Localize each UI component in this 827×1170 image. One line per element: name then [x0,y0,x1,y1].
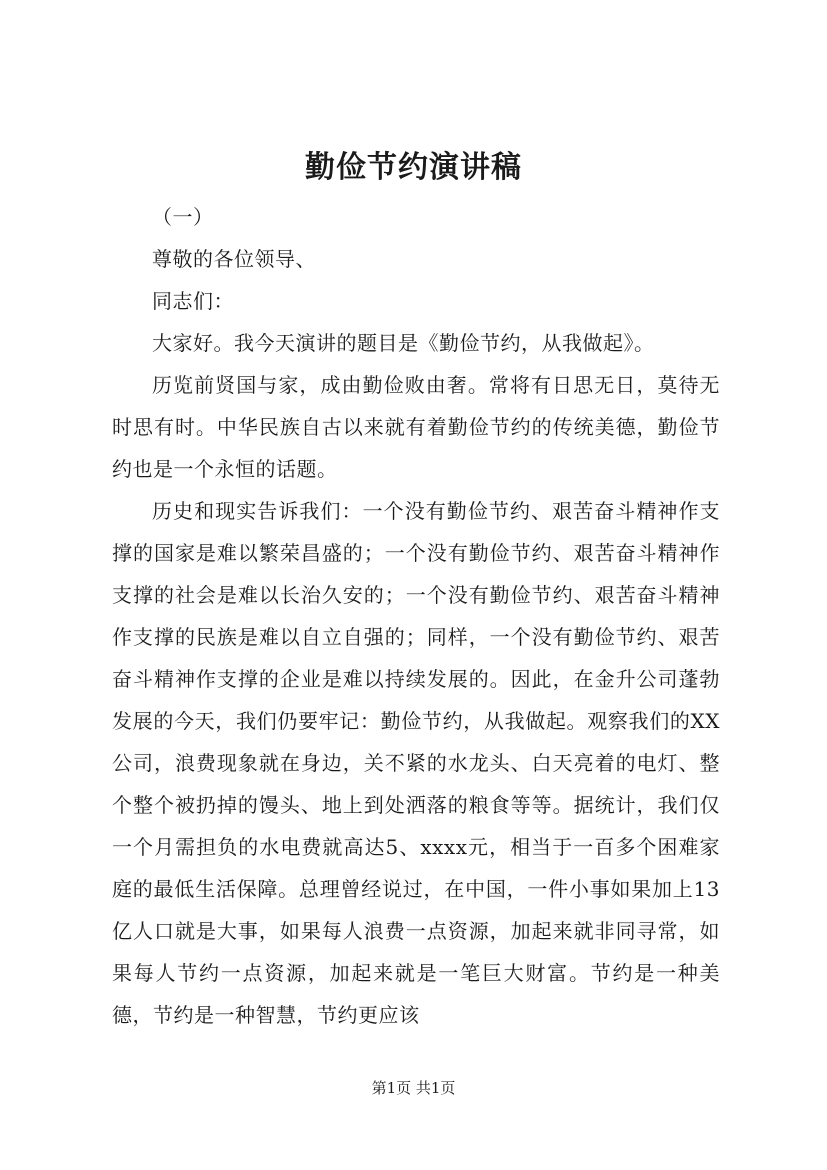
page-footer: 第1页 共1页 [371,1079,456,1097]
salutation-line-1: 尊敬的各位领导、 [152,247,316,271]
document-body [112,196,720,1036]
greeting-paragraph: 大家好。我今天演讲的题目是《勤俭节约，从我做起》。 [152,331,655,355]
salutation-line-2: 同志们： [152,289,234,313]
document-title: 勤俭节约演讲稿 [305,150,522,185]
body-paragraph: 历览前贤国与家，成由勤俭败由奢。常将有日思无日，莫待无时思有时。中华民族自古以来就有着勤俭节约的传统美德，勤俭节约也是一个永恒的话题。 [112,373,720,481]
section-number: （一） [152,205,214,229]
body-paragraph: 历史和现实告诉我们：一个没有勤俭节约、艰苦奋斗精神作支撑的国家是难以繁荣昌盛的；一个没有勤俭节约、艰苦奋斗精神作支撑的社会是难以长治久安的；一个没有勤俭节约、艰苦奋斗精神作支撑的民族是难以自立自强的；同样，一个没有勤俭节约、艰苦奋斗精神作支撑的企业是难以持续发展的。因此，在金升公司蓬勃发展的今天，我们仍要牢记：勤俭节约，从我做起。观察我们的XX公司，浪费现象就在身边，关不紧的水龙头、白天亮着的电灯、整个整个被扔掉的馒头、地上到处洒落的粮食等等。据统计，我们仅一个月需担负的水电费就高达5、xxxx元，相当于一百多个困难家庭的最低生活保障。总理曾经说过，在中国，一件小事如果加上13亿人口就是大事，如果每人浪费一点资源，加起来就非同寻常，如果每人节约一点资源，加起来就是一笔巨大财富。节约是一种美德，节约是一种智慧，节约更应该 [112,499,720,1027]
